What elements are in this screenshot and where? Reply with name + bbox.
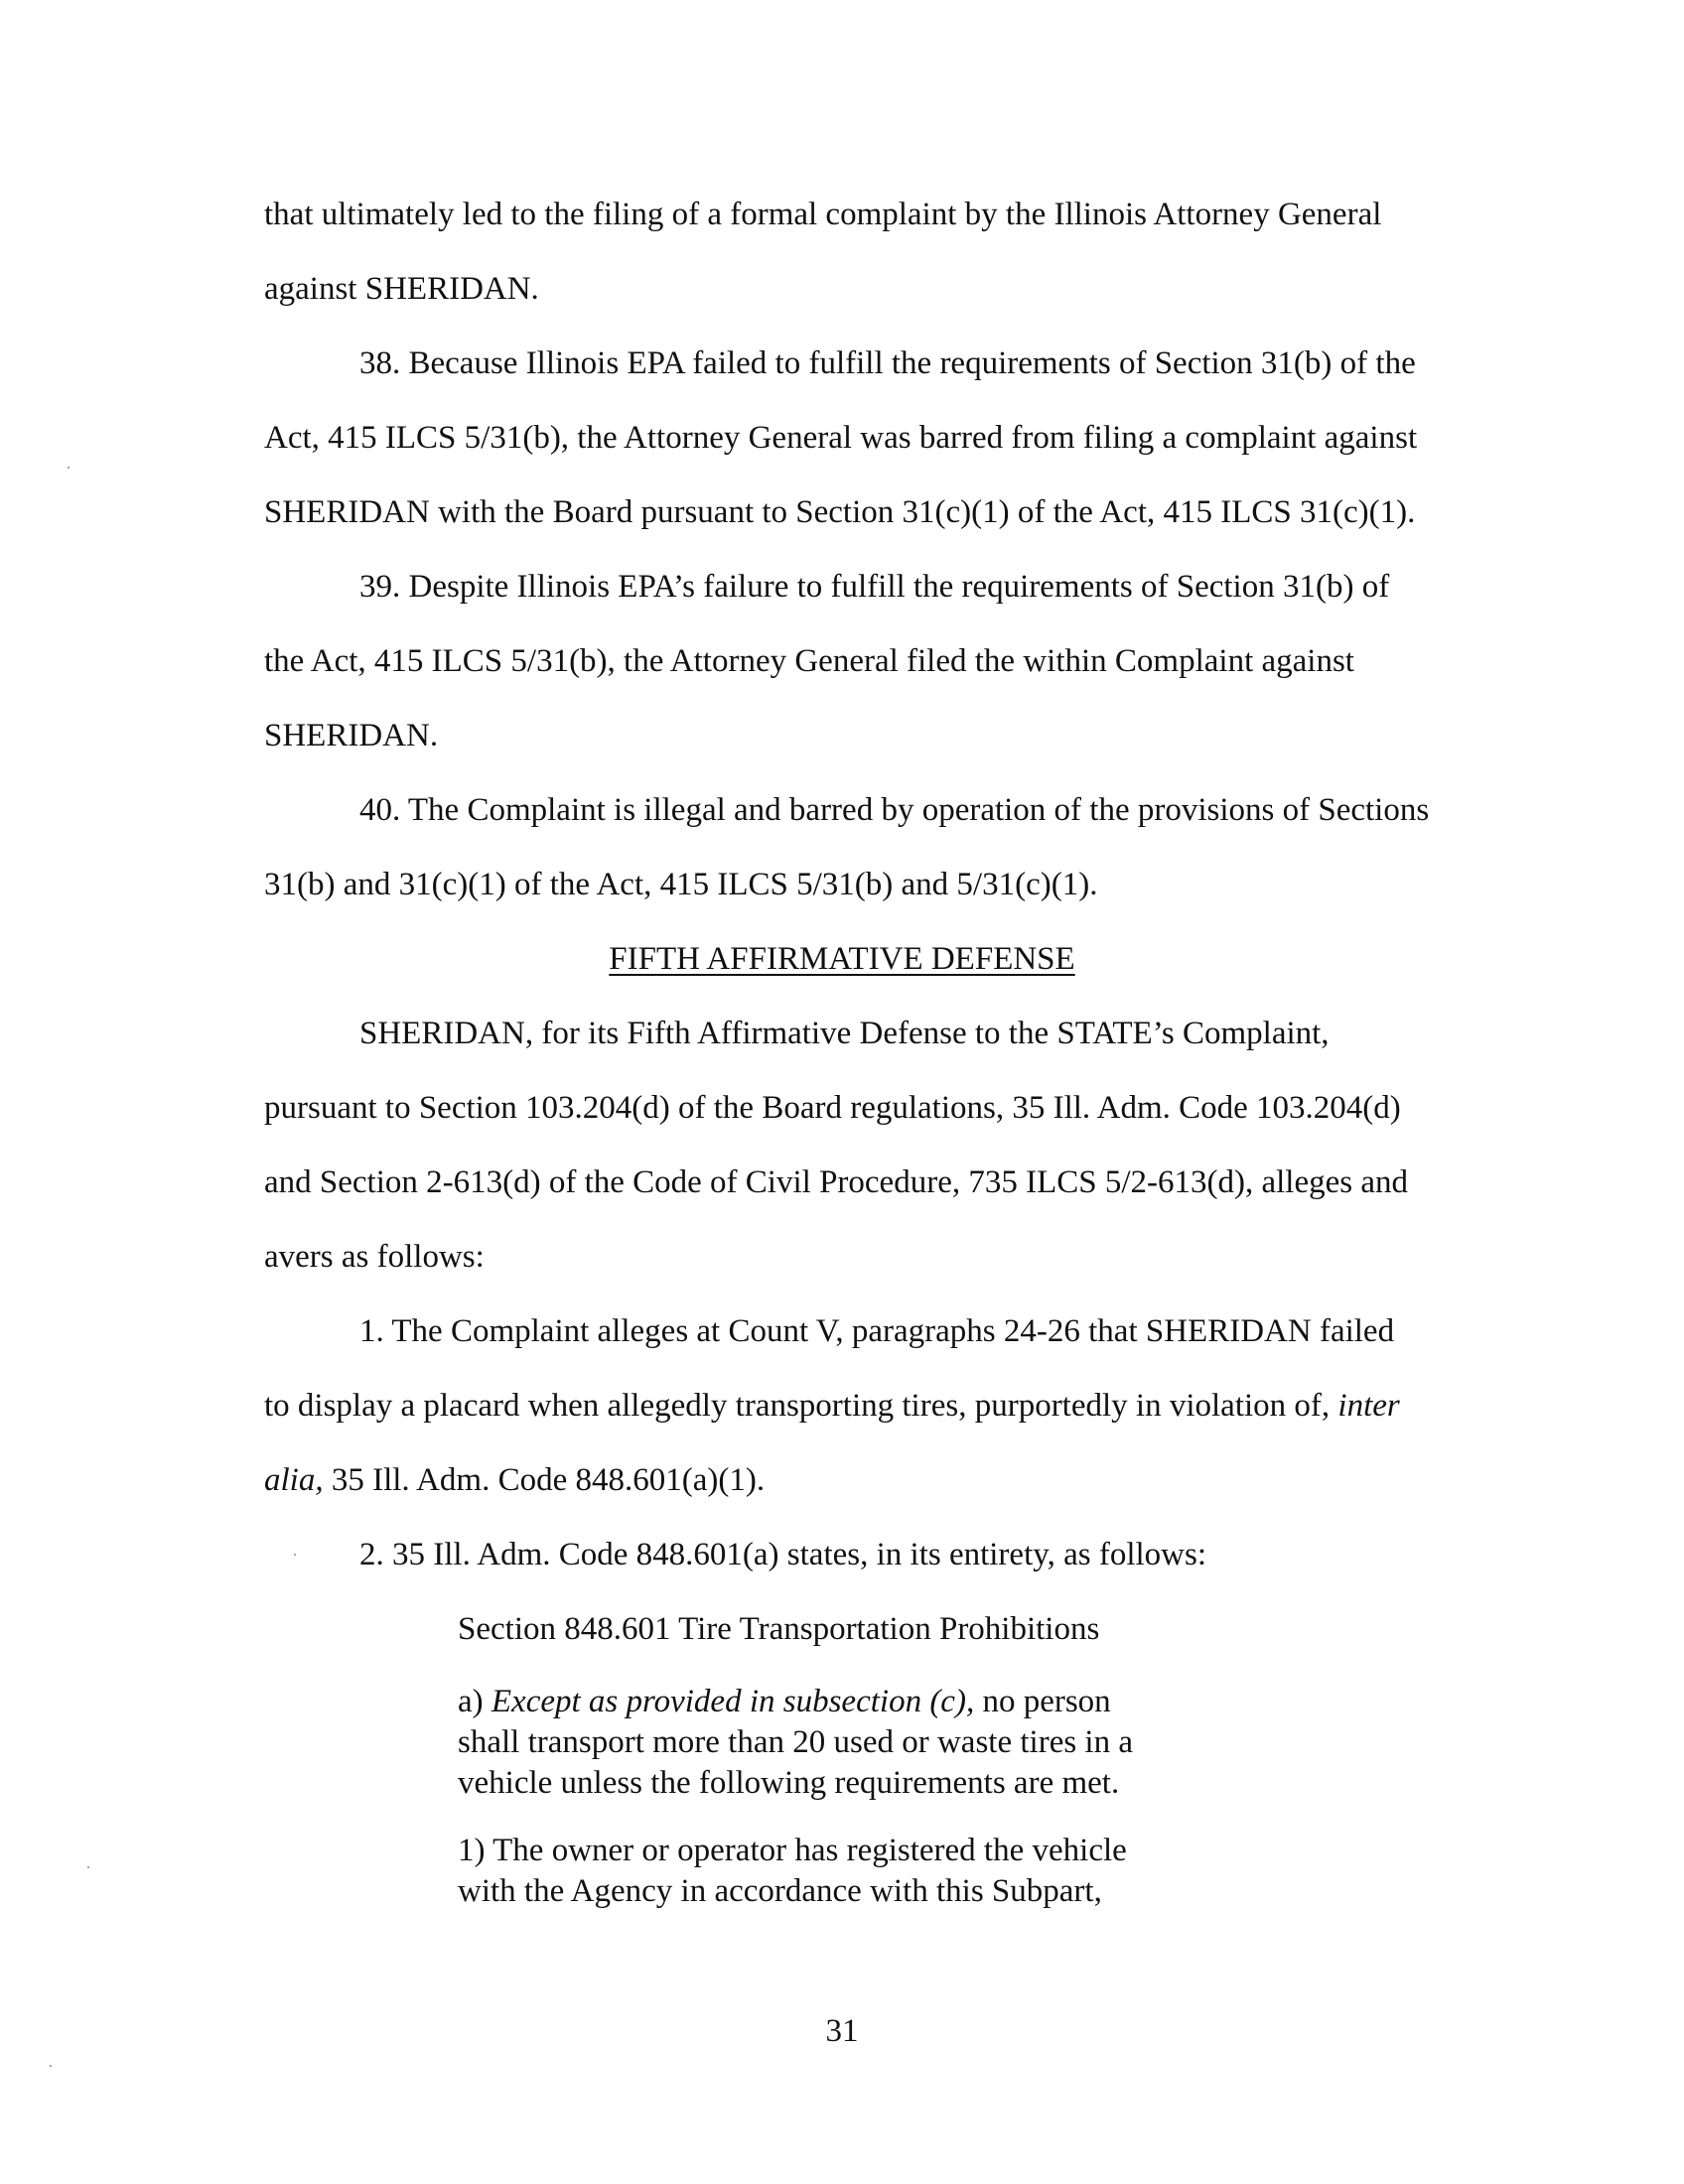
italic-text: Except as provided in subsection (c), — [491, 1684, 975, 1719]
text-line: the Act, 415 ILCS 5/31(b), the Attorney General filed the within Complaint against — [264, 643, 1354, 679]
paragraph-1-line-3 — [264, 1460, 765, 1500]
quote-line: with the Agency in accordance with this Subpart, — [458, 1873, 1102, 1909]
text-line: Act, 415 ILCS 5/31(b), the Attorney General was barred from filing a complaint against — [264, 420, 1418, 456]
italic-text: inter — [1337, 1388, 1400, 1424]
paragraph-2-line: 2. 35 Ill. Adm. Code 848.601(a) states, in its entirety, as follows: — [359, 1537, 1207, 1572]
paragraph-39-line: 39. Despite Illinois EPA’s failure to fulfill the requirements of Section 31(b) of — [359, 569, 1390, 605]
section-heading — [0, 939, 1684, 979]
quote-line — [458, 1682, 1153, 1722]
paragraph-1-line-2 — [264, 1386, 1400, 1426]
scan-speck — [294, 1554, 296, 1556]
paragraph-1-line: 1. The Complaint alleges at Count V, paragraphs 24-26 that SHERIDAN failed — [359, 1313, 1395, 1349]
heading-text: FIFTH AFFIRMATIVE DEFENSE — [609, 941, 1075, 977]
paragraph-40-line: 40. The Complaint is illegal and barred by operation of the provisions of Sections — [359, 792, 1430, 828]
page-number: 31 — [825, 2013, 859, 2049]
text-run: a) — [458, 1684, 491, 1719]
quote-subsection-a — [458, 1682, 1153, 1804]
scan-speck — [50, 2065, 52, 2067]
quote-line: vehicle unless the following requirements are met. — [458, 1765, 1120, 1801]
quote-line: 1) The owner or operator has registered the vehicle — [458, 1833, 1127, 1868]
text-line: SHERIDAN with the Board pursuant to Section 31(c)(1) of the Act, 415 ILCS 31(c)(1). — [264, 494, 1416, 530]
text-line: against SHERIDAN. — [264, 271, 539, 307]
text-run: to display a placard when allegedly transporting tires, purportedly in violation of, — [264, 1388, 1338, 1424]
text-run: no person — [974, 1684, 1111, 1719]
text-line: SHERIDAN. — [264, 718, 439, 753]
text-line: and Section 2-613(d) of the Code of Civil Procedure, 735 ILCS 5/2-613(d), alleges and — [264, 1164, 1409, 1200]
text-line: avers as follows: — [264, 1239, 485, 1275]
text-line: 31(b) and 31(c)(1) of the Act, 415 ILCS 5/31(b) and 5/31(c)(1). — [264, 867, 1098, 902]
scan-speck — [68, 467, 70, 469]
quote-item-1 — [458, 1831, 1153, 1912]
scan-speck — [87, 1866, 89, 1868]
fifth-defense-intro-line: SHERIDAN, for its Fifth Affirmative Defense to the STATE’s Complaint, — [359, 1016, 1330, 1051]
text-run: 35 Ill. Adm. Code 848.601(a)(1). — [323, 1462, 766, 1498]
paragraph-38-line: 38. Because Illinois EPA failed to fulfill the requirements of Section 31(b) of the — [359, 345, 1416, 381]
quote-section-title: Section 848.601 Tire Transportation Prohibitions — [458, 1611, 1100, 1647]
italic-text: alia, — [264, 1462, 324, 1498]
text-line: that ultimately led to the filing of a formal complaint by the Illinois Attorney General — [264, 197, 1382, 232]
text-line: pursuant to Section 103.204(d) of the Board regulations, 35 Ill. Adm. Code 103.204(d) — [264, 1090, 1401, 1126]
quote-line: shall transport more than 20 used or waste tires in a — [458, 1724, 1133, 1760]
